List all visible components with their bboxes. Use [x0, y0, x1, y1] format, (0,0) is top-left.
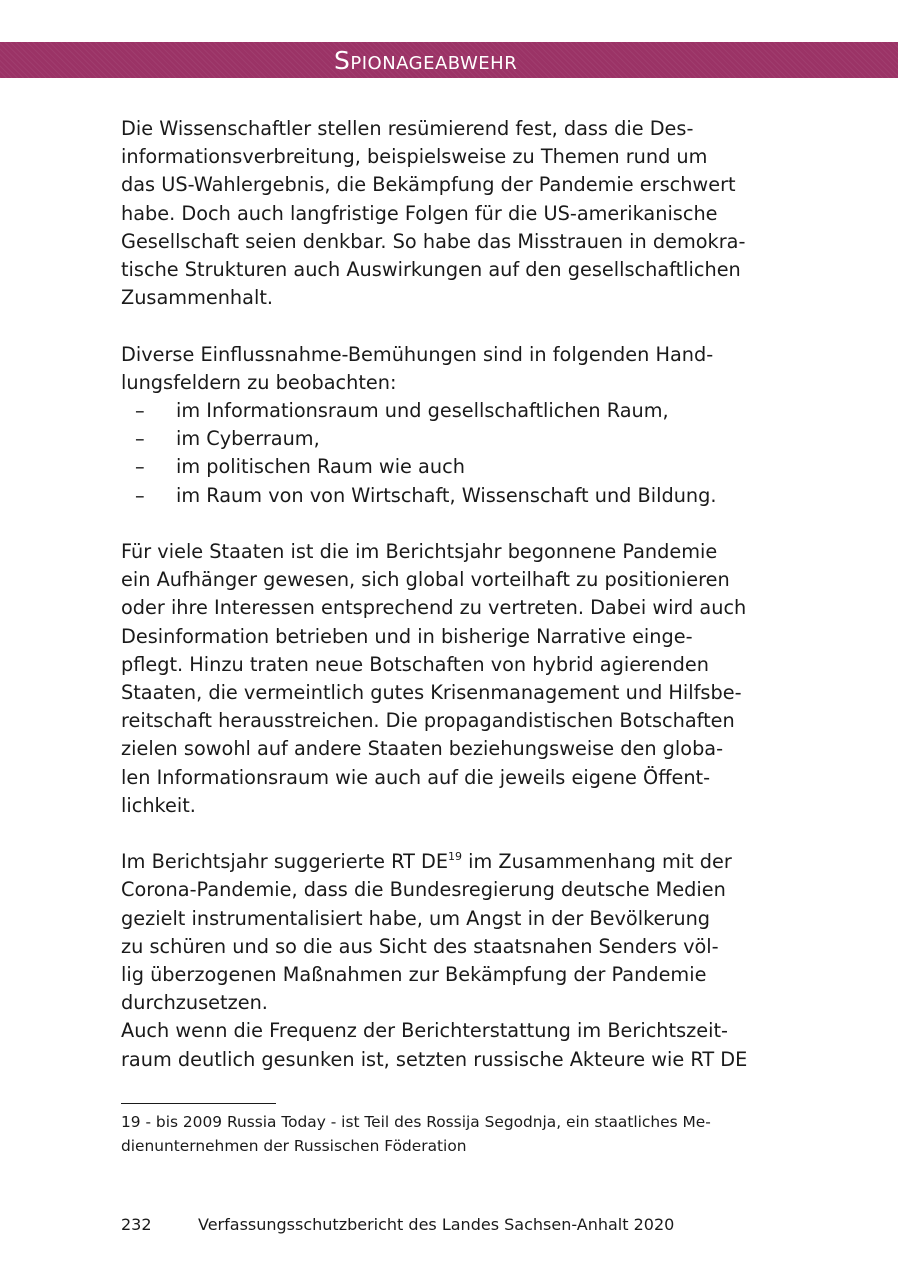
- publication-title: Verfassungsschutzbericht des Landes Sachsen-Anhalt 2020: [198, 1215, 675, 1234]
- text-line: oder ihre Interessen entsprechend zu vertreten. Dabei wird auch: [121, 596, 747, 620]
- text-line: durchzusetzen.: [121, 991, 268, 1015]
- text-line: len Informationsraum wie auch auf die jeweils eigene Öffent-: [121, 765, 711, 789]
- bullet-dash: –: [135, 399, 145, 423]
- text-line: Auch wenn die Frequenz der Berichterstattung im Berichtszeit-: [121, 1019, 728, 1043]
- text-line: zielen sowohl auf andere Staaten beziehungsweise den globa-: [121, 737, 724, 761]
- text-line: Desinformation betrieben und in bisherige Narrative einge-: [121, 624, 693, 648]
- list-item: [121, 482, 781, 510]
- footnote: [121, 1111, 781, 1158]
- footnote-divider: [121, 1103, 276, 1104]
- section-title: Spionageabwehr: [334, 46, 518, 75]
- list-item-text: im Cyberraum,: [176, 427, 320, 451]
- bullet-dash: –: [135, 427, 145, 451]
- text-line: habe. Doch auch langfristige Folgen für die US-amerikanische: [121, 201, 718, 225]
- body-text: [121, 115, 781, 1074]
- list-item-text: im Informationsraum und gesellschaftlichen Raum,: [176, 399, 669, 423]
- text-line: tische Strukturen auch Auswirkungen auf den gesellschaftlichen: [121, 258, 741, 282]
- list-item-text: im Raum von von Wirtschaft, Wissenschaft und Bildung.: [176, 483, 717, 507]
- text-line: reitschaft herausstreichen. Die propagandistischen Botschaften: [121, 709, 735, 733]
- text-line: zu schüren und so die aus Sicht des staatsnahen Senders völ-: [121, 934, 719, 958]
- text-line: pflegt. Hinzu traten neue Botschaften von hybrid agierenden: [121, 652, 709, 676]
- list-item: [121, 425, 781, 453]
- bullet-dash: –: [135, 455, 145, 479]
- text-line: Zusammenhalt.: [121, 286, 274, 310]
- bullet-dash: –: [135, 483, 145, 507]
- text-line: Gesellschaft seien denkbar. So habe das Misstrauen in demokra-: [121, 229, 746, 253]
- page-number: 232: [121, 1215, 152, 1234]
- footnote-reference: 19: [448, 850, 463, 864]
- text-line: ein Aufhänger gewesen, sich global vorteilhaft zu positionieren: [121, 568, 730, 592]
- text-line: Für viele Staaten ist die im Berichtsjahr begonnene Pandemie: [121, 540, 718, 564]
- text-line: lig überzogenen Maßnahmen zur Bekämpfung der Pandemie: [121, 963, 707, 987]
- footnote-line: dienunternehmen der Russischen Föderation: [121, 1136, 467, 1155]
- text-line: lichkeit.: [121, 793, 196, 817]
- text-line: [121, 848, 781, 876]
- text-line: Corona-Pandemie, dass die Bundesregierung deutsche Medien: [121, 878, 726, 902]
- paragraph-1: [121, 115, 781, 312]
- bullet-list: [121, 397, 781, 510]
- text-line: raum deutlich gesunken ist, setzten russische Akteure wie RT DE: [121, 1047, 748, 1071]
- text-line: Staaten, die vermeintlich gutes Krisenmanagement und Hilfsbe-: [121, 681, 742, 705]
- list-item: [121, 453, 781, 481]
- list-item-text: im politischen Raum wie auch: [176, 455, 465, 479]
- text-line: lungsfeldern zu beobachten:: [121, 370, 397, 394]
- paragraph-3: [121, 538, 781, 820]
- text-line: Die Wissenschaftler stellen resümierend fest, dass die Des-: [121, 117, 694, 140]
- text-fragment: im Zusammenhang mit der: [462, 850, 732, 874]
- text-line: gezielt instrumentalisiert habe, um Angst in der Bevölkerung: [121, 906, 711, 930]
- list-item: [121, 397, 781, 425]
- text-line: Diverse Einflussnahme-Bemühungen sind in folgenden Hand-: [121, 342, 714, 366]
- page-footer: [121, 1214, 674, 1236]
- text-fragment: Im Berichtsjahr suggerierte RT DE: [121, 850, 449, 874]
- text-line: informationsverbreitung, beispielsweise zu Themen rund um: [121, 145, 708, 169]
- paragraph-2: [121, 341, 781, 397]
- text-line: das US-Wahlergebnis, die Bekämpfung der Pandemie erschwert: [121, 173, 736, 197]
- footnote-line: 19 - bis 2009 Russia Today - ist Teil des Rossija Segodnja, ein staatliches Me-: [121, 1113, 711, 1131]
- paragraph-4: [121, 848, 781, 1074]
